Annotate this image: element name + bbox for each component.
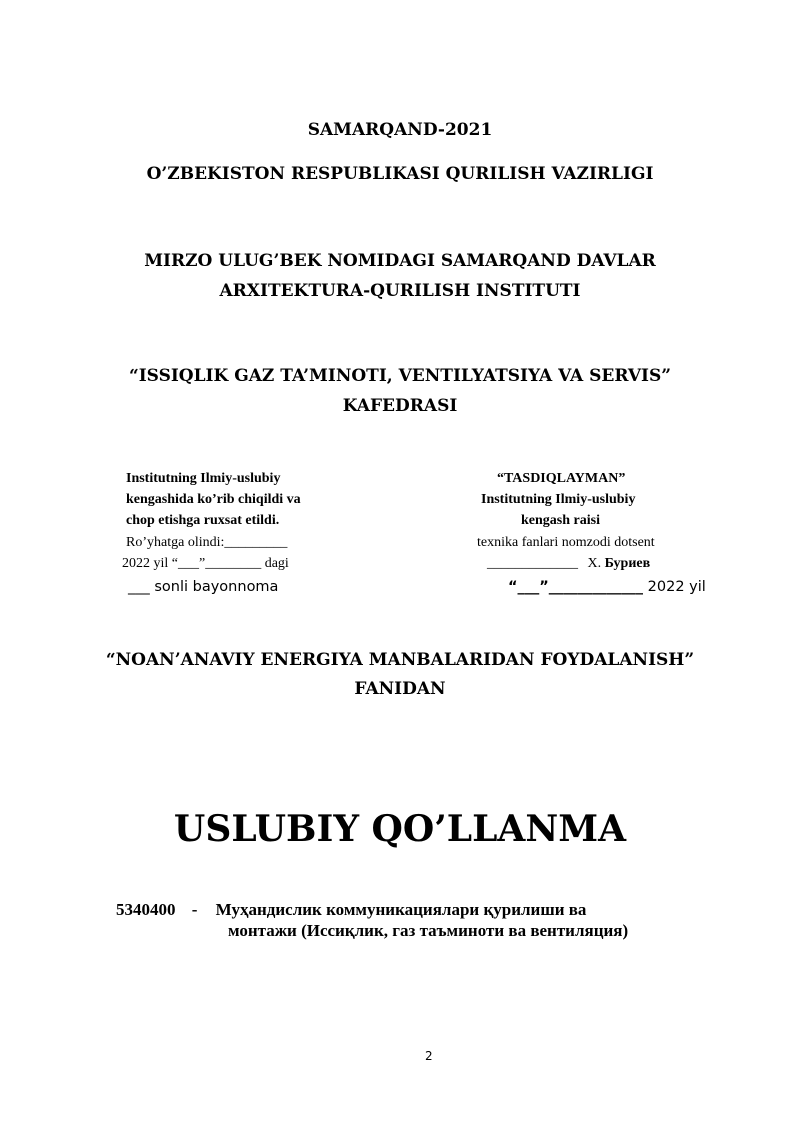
right-line3: kengash raisi — [521, 513, 600, 528]
approval-date-blank: “___”_____________ — [508, 579, 644, 595]
right-line2: Institutning Ilmiy-uslubiy — [481, 492, 636, 507]
left-line6: ___ sonli bayonnoma — [128, 579, 279, 595]
ministry-name: O’ZBEKISTON RESPUBLIKASI QURILISH VAZIRLIGI — [146, 164, 654, 184]
signer-initial: Х. — [587, 556, 602, 571]
left-line3: chop etishga ruxsat etildi. — [126, 513, 280, 528]
right-line4: texnika fanlari nomzodi dotsent — [477, 535, 655, 550]
specialty-line1 — [116, 900, 586, 920]
institute-name-line2: ARXITEKTURA-QURILISH INSTITUTI — [219, 281, 581, 301]
city-year: SAMARQAND-2021 — [307, 120, 493, 140]
document-title: USLUBIY QO’LLANMA — [173, 808, 627, 850]
department-name-line2: KAFEDRASI — [342, 396, 458, 416]
institute-name-line1: MIRZO ULUG’BEK NOMIDAGI SAMARQAND DAVLAR — [144, 251, 656, 271]
signature-blank: _____________ — [487, 556, 578, 571]
department-name-line1: “ISSIQLIK GAZ TA’MINOTI, VENTILYATSIYA VA SERVIS” — [128, 366, 672, 386]
approval-year: 2022 yil — [647, 579, 706, 595]
left-line5: 2022 yil “___”________ dagi — [122, 556, 289, 571]
subject-name-line2: FANIDAN — [354, 679, 446, 699]
right-line5 — [487, 556, 650, 572]
left-line1: Institutning Ilmiy-uslubiy — [126, 471, 281, 486]
specialty-name-part1: Муҳандислик коммуникациялари қурилиши ва — [215, 900, 587, 919]
left-line4: Ro’yhatga olindi:_________ — [126, 535, 288, 550]
right-line1: “TASDIQLAYMAN” — [497, 471, 626, 486]
signer-name: Буриев — [604, 556, 651, 571]
left-line2: kengashida ko’rib chiqildi va — [126, 492, 301, 507]
specialty-dash: - — [191, 900, 198, 919]
right-line6 — [508, 579, 706, 595]
page-number: 2 — [425, 1049, 433, 1063]
specialty-line2: монтажи (Иссиқлик, газ таъминоти ва вентиляция) — [228, 921, 629, 940]
subject-name-line1: “NOAN’ANAVIY ENERGIYA MANBALARIDAN FOYDALANISH” — [105, 650, 695, 670]
specialty-code: 5340400 — [116, 900, 176, 919]
